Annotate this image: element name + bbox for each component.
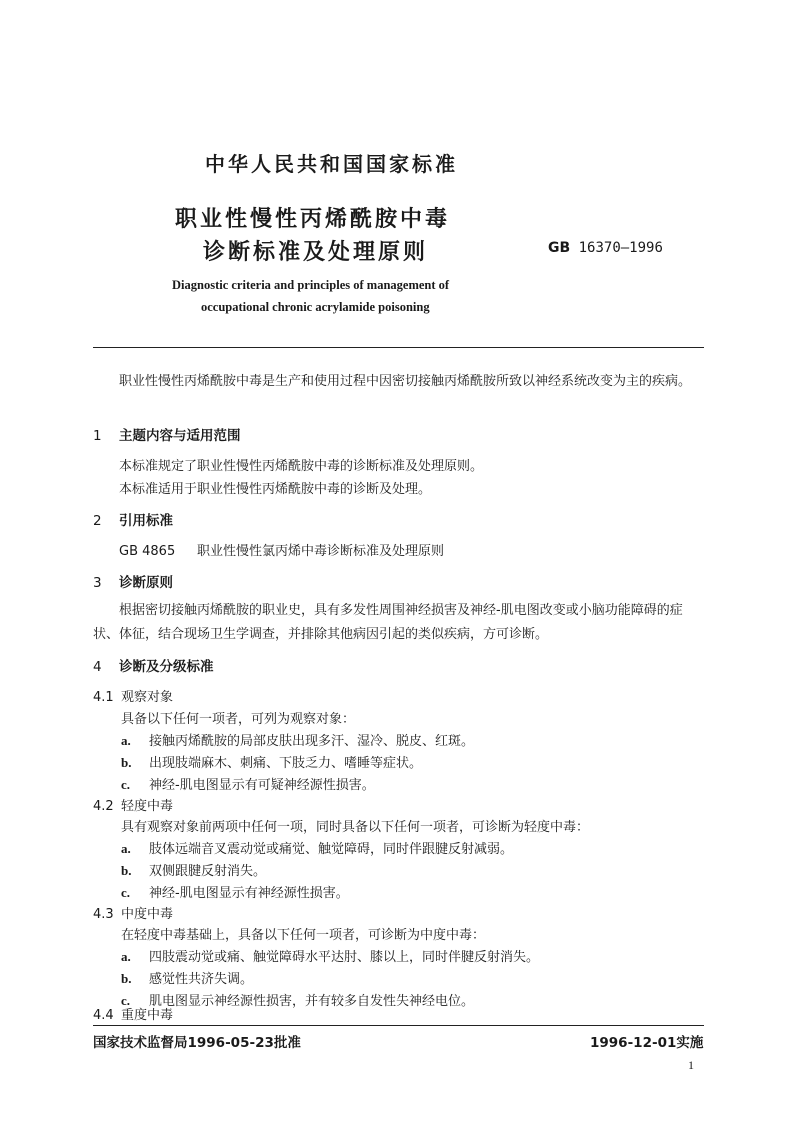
item-label: a. — [121, 949, 131, 964]
list-item — [121, 838, 513, 857]
item-text: 感觉性共济失调。 — [149, 972, 254, 987]
subsection-title: 观察对象 — [121, 690, 174, 705]
standard-code: GB — [548, 240, 571, 256]
list-item — [121, 860, 266, 879]
standard-number — [548, 240, 663, 256]
item-text: 出现肢端麻木、刺痛、下肢乏力、嗜睡等症状。 — [149, 756, 423, 771]
list-item — [121, 882, 349, 901]
item-text: 肌电图显示神经源性损害，并有较多自发性失神经电位。 — [149, 994, 475, 1009]
page-number: 1 — [688, 1058, 694, 1072]
reference-title: 职业性慢性氯丙烯中毒诊断标准及处理原则 — [197, 544, 445, 559]
item-text: 肢体远端音叉震动觉或痛觉、触觉障碍，同时伴跟腱反射减弱。 — [149, 842, 514, 857]
title-line-2: 诊断标准及处理原则 — [203, 240, 429, 265]
item-label: c. — [121, 885, 131, 900]
english-title-line-2: occupational chronic acrylamide poisoning — [201, 300, 430, 314]
section-3-heading — [93, 571, 173, 591]
section-title: 主题内容与适用范围 — [119, 428, 241, 444]
section-number: 4 — [93, 659, 102, 675]
standard-number-value: 16370—1996 — [578, 240, 663, 256]
subsection-4-1-heading — [93, 686, 173, 705]
section-1-heading — [93, 424, 241, 444]
item-label: c. — [121, 777, 131, 792]
item-label: b. — [121, 863, 132, 878]
english-title-line-1: Diagnostic criteria and principles of management of — [172, 278, 450, 292]
section-1-paragraph-1: 本标准规定了职业性慢性丙烯酰胺中毒的诊断标准及处理原则。 — [119, 459, 484, 474]
section-1-paragraph-2: 本标准适用于职业性慢性丙烯酰胺中毒的诊断及处理。 — [119, 482, 432, 497]
section-number: 1 — [93, 428, 102, 444]
implementation-date: 1996-12-01实施 — [590, 1035, 704, 1051]
subsection-title: 重度中毒 — [121, 1008, 174, 1023]
intro-paragraph: 职业性慢性丙烯酰胺中毒是生产和使用过程中因密切接触丙烯酰胺所致以神经系统改变为主的疾病。 — [119, 374, 692, 389]
list-item — [121, 774, 375, 793]
subsection-4-2-lead: 具有观察对象前两项中任何一项，同时具备以下任何一项者，可诊断为轻度中毒： — [121, 820, 590, 835]
section-number: 3 — [93, 575, 102, 591]
approval-date: 国家技术监督局1996-05-23批准 — [93, 1035, 301, 1051]
item-label: b. — [121, 971, 132, 986]
list-item — [121, 730, 474, 749]
list-item — [121, 752, 422, 771]
subsection-4-3-lead: 在轻度中毒基础上，具备以下任何一项者，可诊断为中度中毒： — [121, 928, 486, 943]
item-label: a. — [121, 841, 131, 856]
subsection-4-1-lead: 具备以下任何一项者，可列为观察对象： — [121, 712, 356, 727]
footer-divider — [93, 1025, 704, 1026]
section-number: 2 — [93, 513, 102, 529]
title-line-1: 职业性慢性丙烯酰胺中毒 — [175, 207, 451, 232]
item-label: c. — [121, 993, 131, 1008]
list-item — [121, 968, 253, 987]
subsection-4-2-heading — [93, 795, 173, 814]
item-text: 四肢震动觉或痛、触觉障碍水平达肘、膝以上，同时伴腱反射消失。 — [149, 950, 540, 965]
section-title: 诊断原则 — [119, 575, 173, 591]
reference-code: GB 4865 — [119, 544, 176, 559]
section-4-heading — [93, 655, 214, 675]
subsection-title: 中度中毒 — [121, 907, 174, 922]
item-text: 神经-肌电图显示有神经源性损害。 — [149, 886, 349, 901]
item-label: a. — [121, 733, 131, 748]
item-text: 神经-肌电图显示有可疑神经源性损害。 — [149, 778, 375, 793]
subsection-number: 4.3 — [93, 907, 114, 922]
list-item — [121, 990, 474, 1009]
section-2-heading — [93, 509, 173, 529]
subsection-number: 4.2 — [93, 799, 114, 814]
subsection-title: 轻度中毒 — [121, 799, 174, 814]
section-title: 引用标准 — [119, 513, 173, 529]
item-text: 双侧跟腱反射消失。 — [149, 864, 267, 879]
subsection-4-3-heading — [93, 903, 173, 922]
issuing-organization: 中华人民共和国国家标准 — [205, 152, 458, 176]
section-3-paragraph: 根据密切接触丙烯酰胺的职业史，具有多发性周围神经损害及神经-肌电图改变或小脑功能障碍的症状、体征，结合现场卫生学调查，并排除其他病因引起的类似疾病，方可诊断。 — [93, 603, 683, 642]
subsection-number: 4.4 — [93, 1008, 114, 1023]
item-text: 接触丙烯酰胺的局部皮肤出现多汗、湿冷、脱皮、红斑。 — [149, 734, 475, 749]
subsection-number: 4.1 — [93, 690, 114, 705]
reference-standard — [119, 540, 444, 559]
item-label: b. — [121, 755, 132, 770]
section-title: 诊断及分级标准 — [119, 659, 214, 675]
header-divider — [93, 347, 704, 348]
list-item — [121, 946, 539, 965]
subsection-4-4-heading — [93, 1004, 173, 1023]
